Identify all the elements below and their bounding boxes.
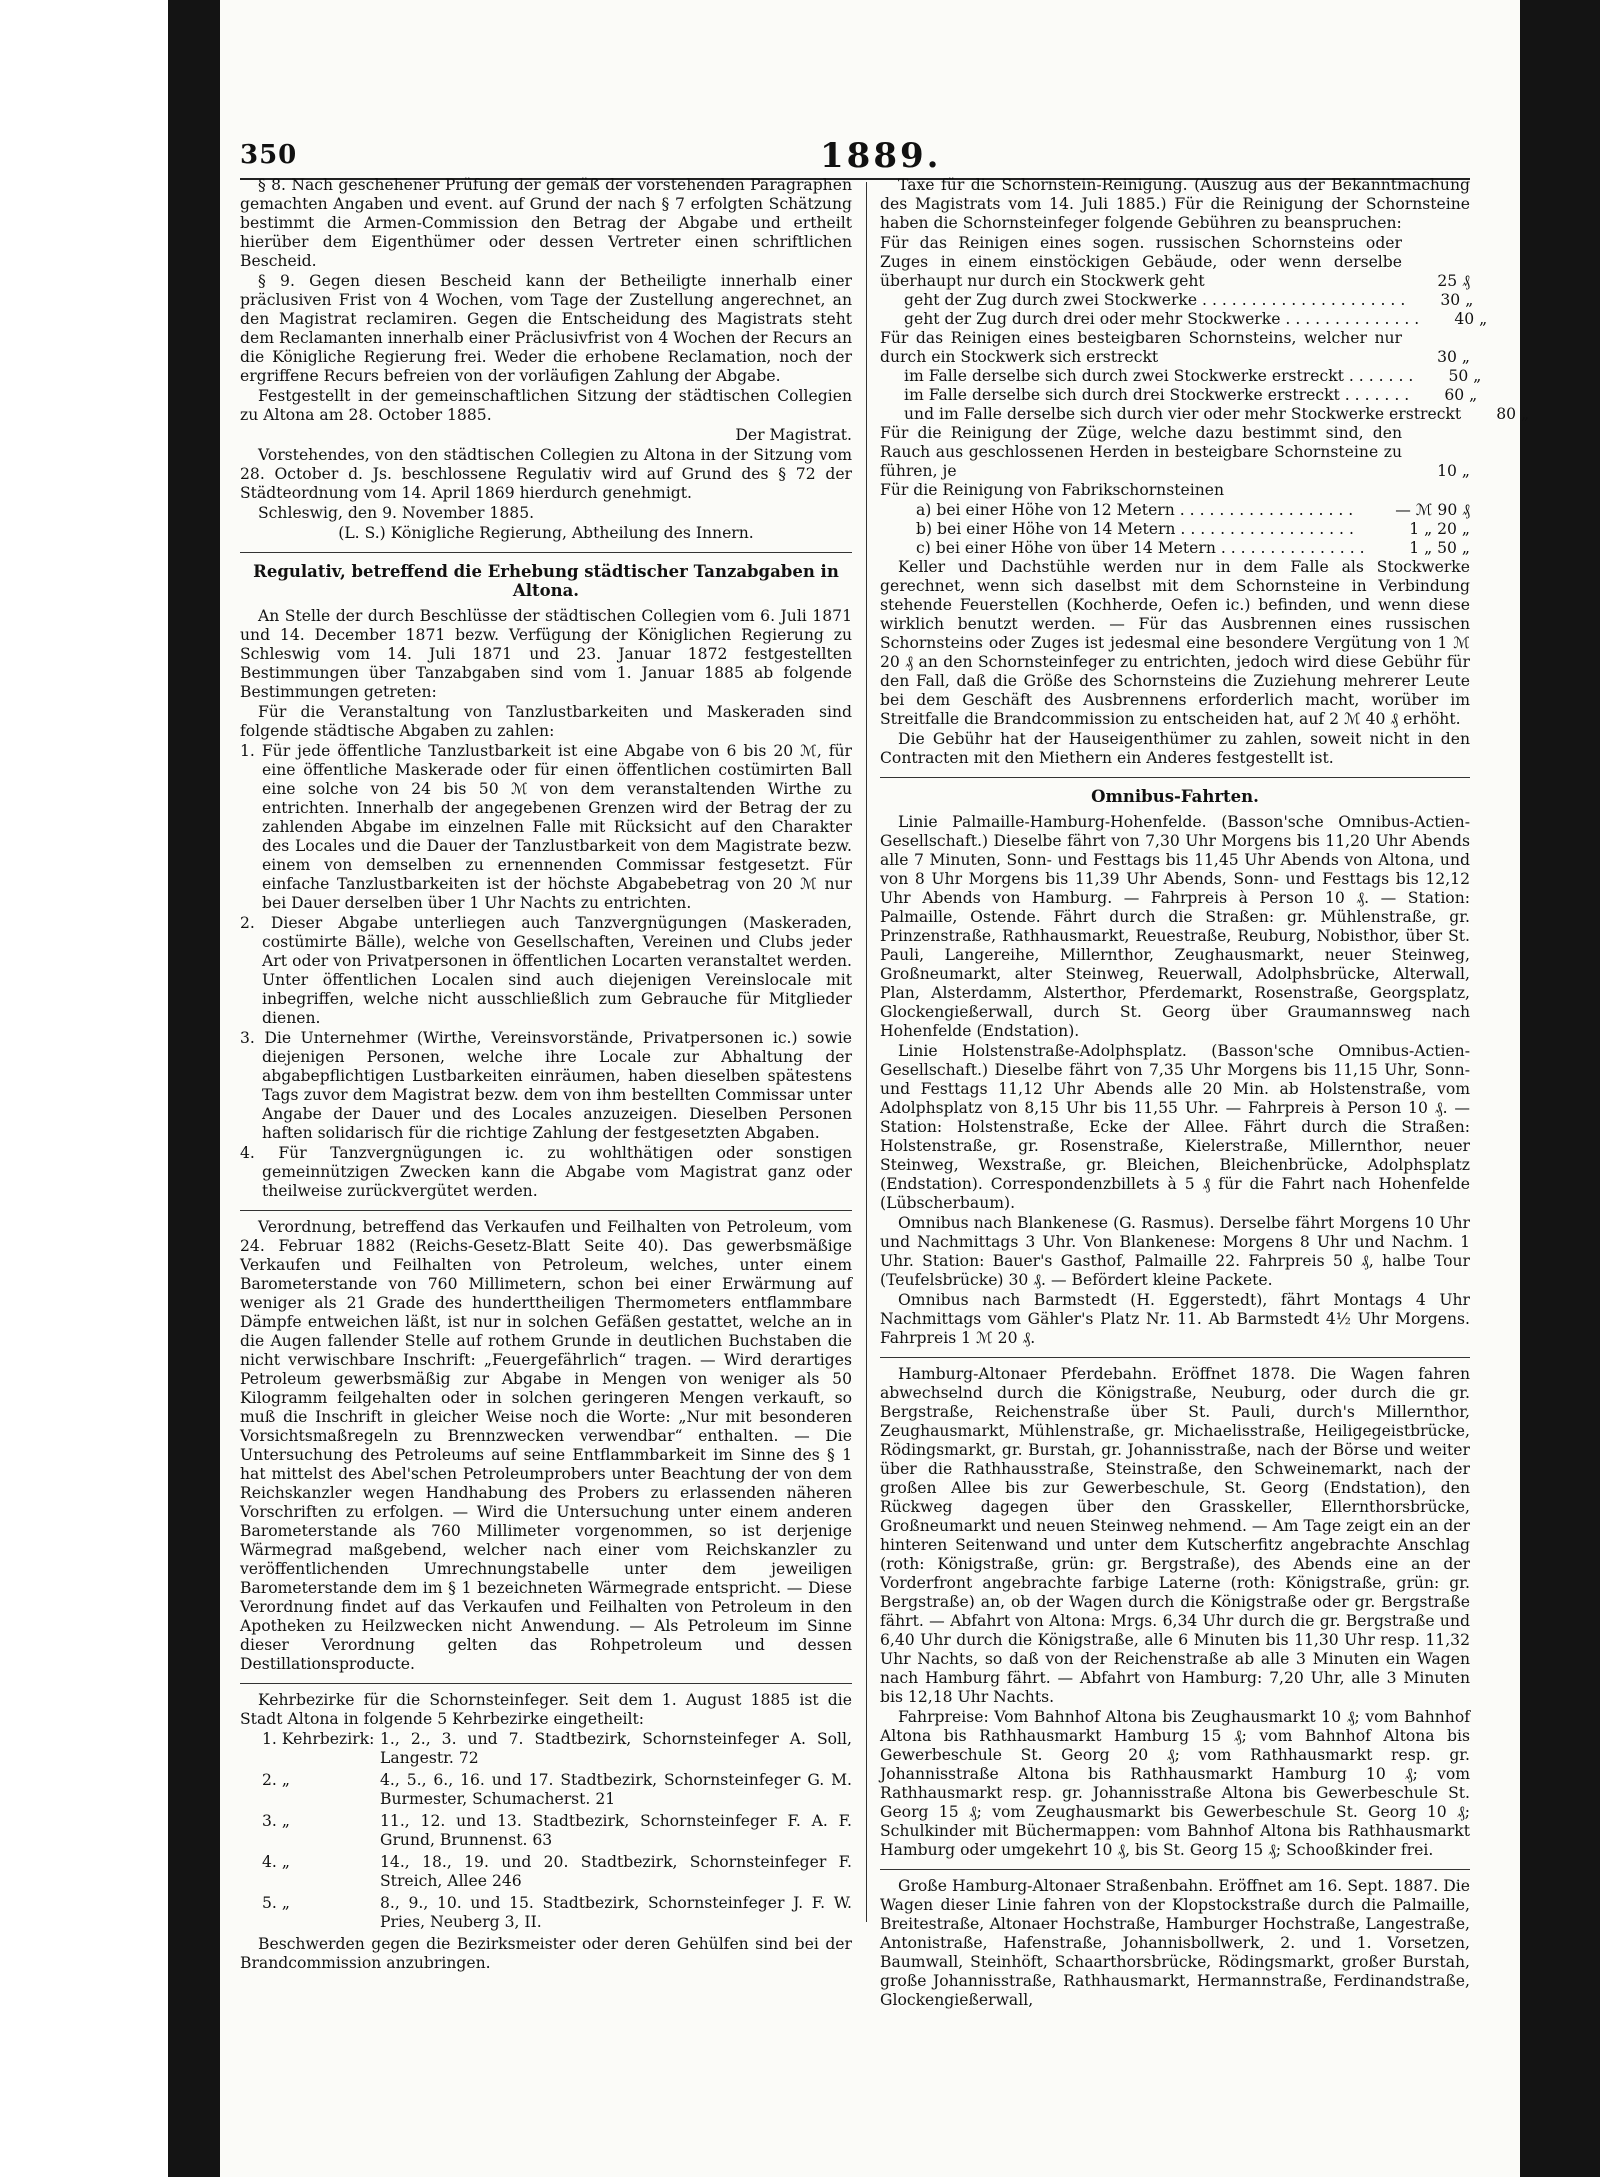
paragraph-sec8: § 8. Nach geschehener Prüfung der gemäß der vorstehenden Paragraphen gemachten Angaben und event. auf Grund der nach § 7 erfolgten Schätzung bestimmt die Armen-Commission den Betrag der Abgabe und ertheilt hierüber dem Eigenthümer oder dessen Vertreter einen schriftlichen Bescheid.: [240, 176, 852, 270]
signature-magistrat: Der Magistrat.: [735, 426, 852, 444]
section-separator: [880, 777, 1470, 778]
fee-label: Für das Reinigen eines besteigbaren Schornsteins, welcher nur durch ein Stockwerk sich erstreckt: [880, 329, 1402, 366]
paragraph-omnibus-holstenstrasse: Linie Holstenstraße-Adolphsplatz. (Basson'sche Omnibus-Actien-Gesellschaft.) Dieselbe fährt von 7,35 Uhr Morgens bis 11,15 Uhr, Sonn- und Festtags 11,12 Uhr Abends alle 20 Min. ab Holstenstraße, vom Adolphsplatz von 8,15 Uhr bis 11,55 Uhr. — Fahrpreis à Person 10 ₰. — Station: Holstenstraße, Ecke der Allee. Fährt durch die Straßen: Holstenstraße, gr. Rosenstraße, Kielerstraße, Millernthor, neuer Steinweg, Wexstraße, gr. Bleichen, Bleichenbrücke, Adolphsplatz (Endstation). Correspondenzbillets à 5 ₰ für die Fahrt nach Hohenfelde (Lübscherbaum).: [880, 1042, 1470, 1212]
fee-value: 30 „: [1437, 348, 1470, 366]
paragraph-regulativ-intro: An Stelle der durch Beschlüsse der städtischen Collegien vom 6. Juli 1871 und 14. December 1871 bezw. Verfügung der Königlichen Regierung zu Schleswig vom 14. Juli 1871 und 23. Januar 1872 festgestellten Bestimmungen über Tanzabgaben sind vom 1. Januar 1885 ab folgende Bestimmungen getreten:: [240, 607, 852, 701]
paragraph-taxe-intro: Taxe für die Schornstein-Reinigung. (Auszug aus der Bekanntmachung des Magistrats vom 14. Juli 1885.) Für die Reinigung der Schornsteine haben die Schornsteinfeger folgende Gebühren zu beanspruchen:: [880, 176, 1470, 232]
fee-value: 60 „: [1444, 386, 1478, 404]
kehrbezirk-number: 4. „: [262, 1853, 290, 1871]
fee-label: c) bei einer Höhe von über 14 Metern . . . . . . . . . . . . . . .: [916, 539, 1365, 557]
fee-value: — ℳ 90 ₰: [1395, 501, 1470, 519]
section-separator: [240, 1683, 852, 1684]
scan-margin-left: [0, 0, 168, 2177]
fee-value: 10 „: [1437, 462, 1470, 480]
kehrbezirk-row: [240, 1730, 852, 1768]
scan-border-right: [1520, 0, 1600, 2177]
paragraph-strassenbahn: Große Hamburg-Altonaer Straßenbahn. Eröffnet am 16. Sept. 1887. Die Wagen dieser Linie fahren von der Klopstockstraße durch die Palmaille, Breitestraße, Altonaer Hochstraße, Hamburger Hochstraße, Langestraße, Antonistraße, Hafenstraße, Johannisbollwerk, 2. und 1. Vorsetzen, Baumwall, Steinhöft, Schaarthorsbrücke, Rödingsmarkt, großer Burstah, große Johannisstraße, Rathhausmarkt, Hermannstraße, Ferdinandstraße, Glockengießerwall,: [880, 1877, 1470, 2009]
paragraph-regierung: (L. S.) Königliche Regierung, Abtheilung des Innern.: [338, 524, 754, 542]
kehrbezirk-number: 3. „: [262, 1812, 290, 1830]
page-year: 1889.: [820, 136, 942, 176]
fee-label: und im Falle derselbe sich durch vier oder mehr Stockwerke erstreckt: [904, 405, 1462, 423]
fee-value: 50 „: [1448, 367, 1482, 385]
kehrbezirk-row: [240, 1812, 852, 1850]
fee-value: 1 „ 50 „: [1409, 539, 1470, 557]
fee-label: Für die Reinigung der Züge, welche dazu bestimmt sind, den Rauch aus geschlossenen Herden in besteigbare Schornsteine zu führen, je: [880, 424, 1402, 480]
section-title-omnibus: Omnibus-Fahrten.: [1091, 787, 1259, 806]
paragraph-verordnung-petroleum: Verordnung, betreffend das Verkaufen und Feilhalten von Petroleum, vom 24. Februar 1882 (Reichs-Gesetz-Blatt Seite 40). Das gewerbsmäßige Verkaufen und Feilhalten von Petroleum, welches, unter einem Barometerstande von 760 Millimetern, schon bei einer Erwärmung auf weniger als 21 Grade des hunderttheiligen Thermometers entflammbare Dämpfe entweichen läßt, ist nur in solchen Gefäßen gestattet, welche an in die Augen fallender Stelle auf rothem Grunde in deutlichen Buchstaben die nicht verwischbare Inschrift: „Feuergefährlich“ tragen. — Wird derartiges Petroleum gewerbsmäßig zur Abgabe in Mengen von weniger als 50 Kilogramm feilgehalten oder in solchen geringeren Mengen verkauft, so muß die Inschrift in gleicher Weise noch die Worte: „Nur mit besonderen Vorsichtsmaßregeln zu Brennzwecken verwendbar“ enthalten. — Die Untersuchung des Petroleums auf seine Entflammbarkeit im Sinne des § 1 hat mittelst des Abel'schen Petroleumprobers unter Beachtung der von dem Reichskanzler wegen Handhabung des Probers zu erlassenden näheren Vorschriften zu erfolgen. — Wird die Untersuchung unter einem anderen Barometerstande als 760 Millimeter vorgenommen, so ist derjenige Wärmegrad maßgebend, welcher nach einer vom Reichskanzler zu veröffentlichenden Umrechnungstabelle unter dem jeweiligen Barometerstande dem im § 1 bezeichneten Wärmegrade entspricht. — Diese Verordnung findet auf das Verkaufen und Feilhalten von Petroleum in den Apotheken zu Heilzwecken nicht Anwendung. — Als Petroleum im Sinne dieser Verordnung gelten das Rohpetroleum und dessen Destillationsproducte.: [240, 1218, 852, 1673]
kehrbezirk-text: 1., 2., 3. und 7. Stadtbezirk, Schornsteinfeger A. Soll, Langestr. 72: [380, 1730, 852, 1767]
kehrbezirk-row: [240, 1853, 852, 1891]
fee-row: [880, 539, 1470, 558]
fee-value: 40 „: [1454, 310, 1488, 328]
kehrbezirk-row: [240, 1771, 852, 1809]
paragraph-keller: Keller und Dachstühle werden nur in dem Falle als Stockwerke gerechnet, wenn sich daselbst mit dem Schornsteine in Verbindung stehende Feuerstellen (Kochherde, Oefen ic.) befinden, und wenn diese wirklich benutzt werden. — Für das Ausbrennen eines russischen Schornsteins oder Zuges ist jedesmal eine besondere Vergütung von 1 ℳ 20 ₰ an den Schornsteinfeger zu entrichten, jedoch wird diese Gebühr für den Fall, daß die Größe des Schornsteins die Zuziehung mehrerer Leute bei dem Geschäft des Ausbrennens erforderlich macht, worüber im Streitfalle die Brandcommission zu entscheiden hat, auf 2 ℳ 40 ₰ erhöht.: [880, 558, 1470, 728]
right-column: [880, 176, 1530, 2011]
fee-row: [880, 329, 1470, 367]
kehrbezirk-number: 1. Kehrbezirk:: [262, 1730, 375, 1748]
paragraph-date: Schleswig, den 9. November 1885.: [258, 504, 535, 522]
column-divider: [866, 182, 867, 1922]
fee-value: 30 „: [1440, 291, 1474, 309]
paragraph-fahrpreise: Fahrpreise: Vom Bahnhof Altona bis Zeughausmarkt 10 ₰; vom Bahnhof Altona bis Rathhausmarkt Hamburg 15 ₰; vom Bahnhof Altona bis Gewerbeschule St. Georg 20 ₰; vom Rathhausmarkt resp. gr. Johannisstraße Altona bis Rathhausmarkt Hamburg 10 ₰; vom Rathhausmarkt resp. gr. Johannisstraße Altona bis Gewerbeschule St. Georg 15 ₰; vom Zeughausmarkt bis Gewerbeschule St. Georg 10 ₰; Schulkinder mit Büchermappen: vom Bahnhof Altona bis Rathhausmarkt Hamburg oder umgekehrt 10 ₰, bis St. Georg 15 ₰; Schooßkinder frei.: [880, 1708, 1470, 1859]
kehrbezirk-row: [240, 1894, 852, 1932]
fee-label: a) bei einer Höhe von 12 Metern . . . . . . . . . . . . . . . . . .: [916, 501, 1354, 519]
fee-label: Für das Reinigen eines sogen. russischen Schornsteins oder Zuges in einem einstöckigen Gebäude, oder wenn derselbe überhaupt nur durch ein Stockwerk geht: [880, 234, 1402, 290]
paragraph-sec9: § 9. Gegen diesen Bescheid kann der Betheiligte innerhalb einer präclusiven Frist von 4 Wochen, vom Tage der Zustellung angerechnet, an den Magistrat reclamiren. Gegen die Entscheidung des Magistrats steht dem Reclamanten innerhalb einer Präclusivfrist von 4 Wochen der Recurs an die Königliche Regierung frei. Weder die erhobene Reclamation, noch der ergriffene Recurs befreien von der vorläufigen Zahlung der Abgabe.: [240, 272, 852, 385]
fee-value: 1 „ 20 „: [1409, 520, 1470, 538]
fee-row: [880, 520, 1470, 539]
section-separator: [240, 1210, 852, 1211]
fee-value: 25 ₰: [1437, 272, 1470, 290]
fee-heading-fabrik: Für die Reinigung von Fabrikschornsteinen: [880, 481, 1225, 499]
fee-row: [880, 405, 1530, 424]
fee-row: [880, 310, 1488, 329]
section-separator: [240, 552, 852, 553]
paragraph-genehmigung: Vorstehendes, von den städtischen Collegien zu Altona in der Sitzung vom 28. October d. Js. beschlossene Regulativ wird auf Grund des § 72 der Städteordnung vom 14. April 1869 hierdurch genehmigt.: [240, 446, 852, 502]
page-number: 350: [240, 140, 298, 170]
fee-value: 80 „: [1496, 405, 1530, 423]
fee-row: [880, 386, 1478, 405]
section-separator: [880, 1357, 1470, 1358]
fee-label: geht der Zug durch zwei Stockwerke . . . . . . . . . . . . . . . . . . . . .: [904, 291, 1406, 309]
section-title-regulativ: Regulativ, betreffend die Erhebung städtischer Tanzabgaben in Altona.: [253, 562, 839, 600]
paragraph-omnibus-palmaille: Linie Palmaille-Hamburg-Hohenfelde. (Basson'sche Omnibus-Actien-Gesellschaft.) Dieselbe fährt von 7,30 Uhr Morgens bis 11,20 Uhr Abends alle 7 Minuten, Sonn- und Festtags bis 11,45 Uhr Abends von Altona, und von 8 Uhr Morgens bis 11,39 Uhr Abends, Sonn- und Festtags bis 12,12 Uhr Abends von Hamburg. — Fahrpreis à Person 10 ₰. — Station: Palmaille, Ostende. Fährt durch die Straßen: gr. Mühlenstraße, gr. Prinzenstraße, Rathhausmarkt, Reuestraße, Reuburg, Nobisthor, über St. Pauli, Langereihe, Millernthor, Zeughausmarkt, neuer Steinweg, Großneumarkt, alter Steinweg, Reuerwall, Adolphsbrücke, Alterwall, Plan, Alsterdamm, Alsterthor, Pferdemarkt, Rosenstraße, Georgsplatz, Glockengießerwall, durch St. Georg über Graumannsweg nach Hohenfelde (Endstation).: [880, 813, 1470, 1040]
kehrbezirk-text: 4., 5., 6., 16. und 17. Stadtbezirk, Schornsteinfeger G. M. Burmester, Schumacherst. 21: [380, 1771, 852, 1808]
fee-label: b) bei einer Höhe von 14 Metern . . . . . . . . . . . . . . . . . .: [916, 520, 1354, 538]
fee-row: [880, 501, 1470, 520]
kehrbezirk-text: 11., 12. und 13. Stadtbezirk, Schornsteinfeger F. A. F. Grund, Brunnenst. 63: [380, 1812, 852, 1849]
kehrbezirk-number: 2. „: [262, 1771, 290, 1789]
paragraph-festgestellt: Festgestellt in der gemeinschaftlichen Sitzung der städtischen Collegien zu Altona am 28. October 1885.: [240, 387, 852, 424]
regulativ-item-4: 4. Für Tanzvergnügungen ic. zu wohlthätigen oder sonstigen gemeinnützigen Zwecken kann die Abgabe vom Magistrat ganz oder theilweise zurückvergütet werden.: [240, 1144, 852, 1200]
fee-row: [880, 234, 1470, 291]
fee-label: im Falle derselbe sich durch zwei Stockwerke erstreckt . . . . . . .: [904, 367, 1414, 385]
regulativ-item-2: 2. Dieser Abgabe unterliegen auch Tanzvergnügungen (Maskeraden, costümirte Bälle), welche von Gesellschaften, Vereinen und Clubs jeder Art oder von Privatpersonen in öffentlichen Locarten veranstaltet werden. Unter öffentlichen Localen sind auch diejenigen Vereinslocale mit inbegriffen, welche nicht ausschließlich zum Gebrauche für Mitglieder dienen.: [240, 914, 852, 1027]
paragraph-regulativ-abgaben: Für die Veranstaltung von Tanzlustbarkeiten und Maskeraden sind folgende städtische Abgaben zu zahlen:: [240, 703, 852, 740]
paragraph-pferdebahn: Hamburg-Altonaer Pferdebahn. Eröffnet 1878. Die Wagen fahren abwechselnd durch die Königstraße, Neuburg, oder durch die gr. Bergstraße, Reichenstraße über St. Pauli, durch's Millernthor, Zeughausmarkt, Mühlenstraße, gr. Michaelisstraße, Heiligegeistbrücke, Rödingsmarkt, gr. Burstah, gr. Johannisstraße, nach der Börse und weiter über die Rathhausstraße, Steinstraße, den Schweinemarkt, nach der großen Allee bis zur Gewerbeschule, St. Georg (Endstation), den Rückweg dagegen über den Grasskeller, Ellernthorsbrücke, Großneumarkt und neuen Steinweg nehmend. — Am Tage zeigt ein an der hinteren Seitenwand und unter dem Kutscherfitz angebrachte Anschlag (roth: Königstraße, grün: gr. Bergstraße), des Abends eine an der Vorderfront angebrachte farbige Laterne (roth: Königstraße, grün: gr. Bergstraße) an, ob der Wagen durch die Königstraße oder gr. Bergstraße fährt. — Abfahrt von Altona: Mrgs. 6,34 Uhr durch die gr. Bergstraße und 6,40 Uhr durch die Königstraße, alle 6 Minuten bis 11,30 Uhr resp. 11,32 Uhr Nachts, so daß von der Reichenstraße ab alle 3 Minuten ein Wagen nach Hamburg fährt. — Abfahrt von Hamburg: 7,20 Uhr, alle 3 Minuten bis 12,18 Uhr Nachts.: [880, 1365, 1470, 1706]
fee-label: im Falle derselbe sich durch drei Stockwerke erstreckt . . . . . . .: [904, 386, 1410, 404]
fee-row: [880, 291, 1474, 310]
fee-row: [880, 367, 1482, 386]
fee-row: [880, 424, 1470, 481]
paragraph-kehrbezirke-intro: Kehrbezirke für die Schornsteinfeger. Seit dem 1. August 1885 ist die Stadt Altona in folgende 5 Kehrbezirke eingetheilt:: [240, 1691, 852, 1728]
paragraph-omnibus-blankenese: Omnibus nach Blankenese (G. Rasmus). Derselbe fährt Morgens 10 Uhr und Nachmittags 3 Uhr. Von Blankenese: Morgens 8 Uhr und Nachm. 1 Uhr. Station: Bauer's Gasthof, Palmaille 22. Fahrpreis 50 ₰, halbe Tour (Teufelsbrücke) 30 ₰. — Befördert kleine Packete.: [880, 1214, 1470, 1289]
section-separator: [880, 1869, 1470, 1870]
left-column: [240, 176, 852, 1974]
regulativ-item-3: 3. Die Unternehmer (Wirthe, Vereinsvorstände, Privatpersonen ic.) sowie diejenigen Personen, welche ihre Locale zur Abhaltung der abgabepflichtigen Lustbarkeiten einräumen, haben dieselben spätestens Tags zuvor dem Magistrat bezw. dem von ihm bestellten Commissar unter Angabe der Dauer und des Locales anzuzeigen. Dieselben Personen haften solidarisch für die richtige Zahlung der festgesetzten Abgaben.: [240, 1029, 852, 1142]
paragraph-beschwerden: Beschwerden gegen die Bezirksmeister oder deren Gehülfen sind bei der Brandcommission anzubringen.: [240, 1935, 852, 1972]
kehrbezirk-text: 8., 9., 10. und 15. Stadtbezirk, Schornsteinfeger J. F. W. Pries, Neuberg 3, II.: [380, 1894, 852, 1931]
paragraph-omnibus-barmstedt: Omnibus nach Barmstedt (H. Eggerstedt), fährt Montags 4 Uhr Nachmittags vom Gähler's Platz Nr. 11. Ab Barmstedt 4½ Uhr Morgens. Fahrpreis 1 ℳ 20 ₰.: [880, 1291, 1470, 1347]
paragraph-gebuehr: Die Gebühr hat der Hauseigenthümer zu zahlen, soweit nicht in den Contracten mit den Miethern ein Anderes festgestellt ist.: [880, 730, 1470, 767]
fee-label: geht der Zug durch drei oder mehr Stockwerke . . . . . . . . . . . . . .: [904, 310, 1420, 328]
kehrbezirk-text: 14., 18., 19. und 20. Stadtbezirk, Schornsteinfeger F. Streich, Allee 246: [380, 1853, 852, 1890]
scan-border-left: [168, 0, 220, 2177]
kehrbezirk-number: 5. „: [262, 1894, 290, 1912]
regulativ-item-1: 1. Für jede öffentliche Tanzlustbarkeit ist eine Abgabe von 6 bis 20 ℳ, für eine öffentliche Maskerade oder für einen öffentlichen costümirten Ball eine solche von 24 bis 50 ℳ von dem veranstaltenden Wirthe zu entrichten. Innerhalb der angegebenen Grenzen wird der Betrag der zu zahlenden Abgabe im einzelnen Falle mit Rücksicht auf den Charakter des Locales und die Dauer der Tanzlustbarkeit von dem Magistrate bezw. einem von demselben zu ernennenden Commissar festgesetzt. Für einfache Tanzlustbarkeiten ist der höchste Abgabebetrag von 20 ℳ nur bei Dauer derselben über 1 Uhr Nachts zu entrichten.: [240, 742, 852, 912]
